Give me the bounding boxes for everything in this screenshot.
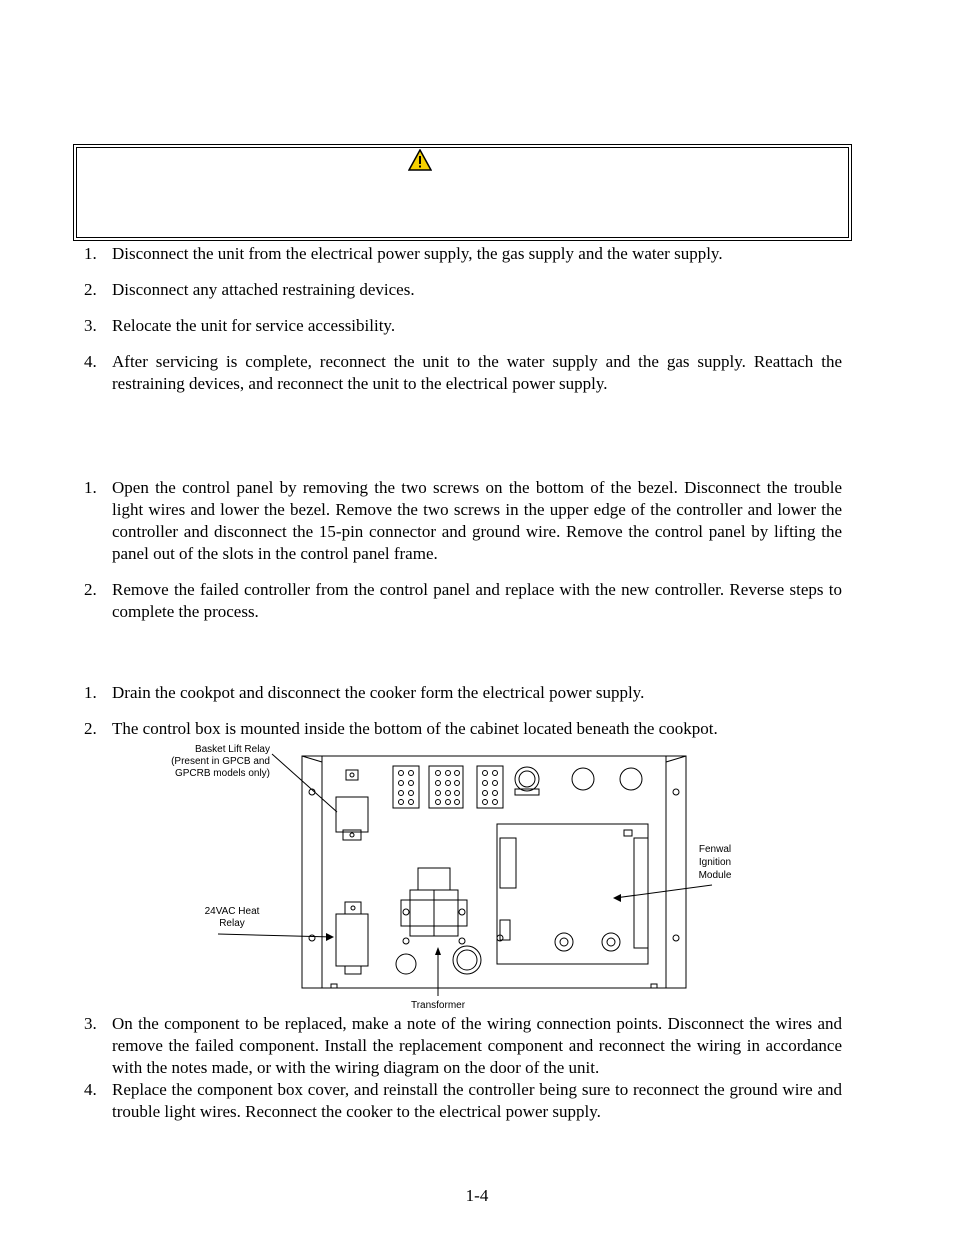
heat-relay-label-1: 24VAC Heat <box>204 906 260 917</box>
terminal-blocks <box>393 766 503 808</box>
list-item <box>84 1013 842 1079</box>
basket-relay-label-2: (Present in GPCB and <box>171 756 270 767</box>
step-text: Disconnect any attached restraining devices. <box>112 280 415 299</box>
list-item <box>84 315 842 337</box>
step-text: Replace the component box cover, and reinstall the controller being sure to reconnect the ground wire and trouble light wires. Reconnect the cooker to the electrical power supply. <box>112 1080 842 1121</box>
step-text: On the component to be replaced, make a note of the wiring connection points. Disconnect the wires and remove the failed component. Install the replacement component and reconnect the wiring in accordance with the notes made, or with the wiring diagram on the door of the unit. <box>112 1014 842 1077</box>
step-text: Disconnect the unit from the electrical power supply, the gas supply and the water supply. <box>112 244 723 263</box>
section2-steps <box>84 477 842 623</box>
step-number: 1. <box>84 244 97 263</box>
basket-relay-label-3: GPCRB models only) <box>174 768 270 779</box>
control-box-diagram <box>160 742 740 1012</box>
heat-relay <box>336 902 368 974</box>
section3-steps-before <box>84 682 842 740</box>
list-item <box>84 718 842 740</box>
heat-relay-label-2: Relay <box>219 918 245 929</box>
fenwal-label-1: Fenwal <box>698 844 732 855</box>
fenwal-label-3: Module <box>698 870 732 881</box>
step-number: 2. <box>84 580 97 599</box>
step-text: Drain the cookpot and disconnect the cooker form the electrical power supply. <box>112 683 645 702</box>
transformer-label: Transformer <box>410 1000 466 1011</box>
step-number: 1. <box>84 683 97 702</box>
step-text: After servicing is complete, reconnect the unit to the water supply and the gas supply. Reattach the restraining devices, and reconnect the unit to the electrical power supply. <box>112 352 842 393</box>
list-item <box>84 579 842 623</box>
list-item <box>84 477 842 565</box>
fenwal-label-2: Ignition <box>698 857 732 868</box>
step-number: 2. <box>84 719 97 738</box>
basket-relay-label-1: Basket Lift Relay <box>194 744 270 755</box>
section3-steps-after <box>84 1013 842 1123</box>
step-text: The control box is mounted inside the bottom of the cabinet located beneath the cookpot. <box>112 719 718 738</box>
warning-icon <box>408 149 432 171</box>
basket-lift-relay <box>336 770 368 840</box>
transformer <box>401 868 467 944</box>
fenwal-ignition-module <box>497 824 648 964</box>
step-number: 4. <box>84 352 97 371</box>
step-number: 3. <box>84 1014 97 1033</box>
list-item <box>84 279 842 301</box>
step-number: 1. <box>84 478 97 497</box>
step-number: 2. <box>84 280 97 299</box>
warning-box <box>73 144 852 241</box>
list-item <box>84 1079 842 1123</box>
step-text: Relocate the unit for service accessibility. <box>112 316 396 335</box>
list-item <box>84 243 842 265</box>
step-number: 3. <box>84 316 97 335</box>
section1-steps <box>84 243 842 395</box>
step-text: Open the control panel by removing the two screws on the bottom of the bezel. Disconnect the trouble light wires and lower the bezel. Remove the two screws in the upper edge of the controller and lower the controller and disconnect the 15-pin connector and ground wire. Remove the control panel by lifting the panel out of the slots in the control panel frame. <box>112 478 842 563</box>
list-item <box>84 351 842 395</box>
step-number: 4. <box>84 1080 97 1099</box>
page-number: 1-4 <box>465 1186 489 1205</box>
list-item <box>84 682 842 704</box>
step-text: Remove the failed controller from the control panel and replace with the new controller. Reverse steps to complete the process. <box>112 580 842 621</box>
